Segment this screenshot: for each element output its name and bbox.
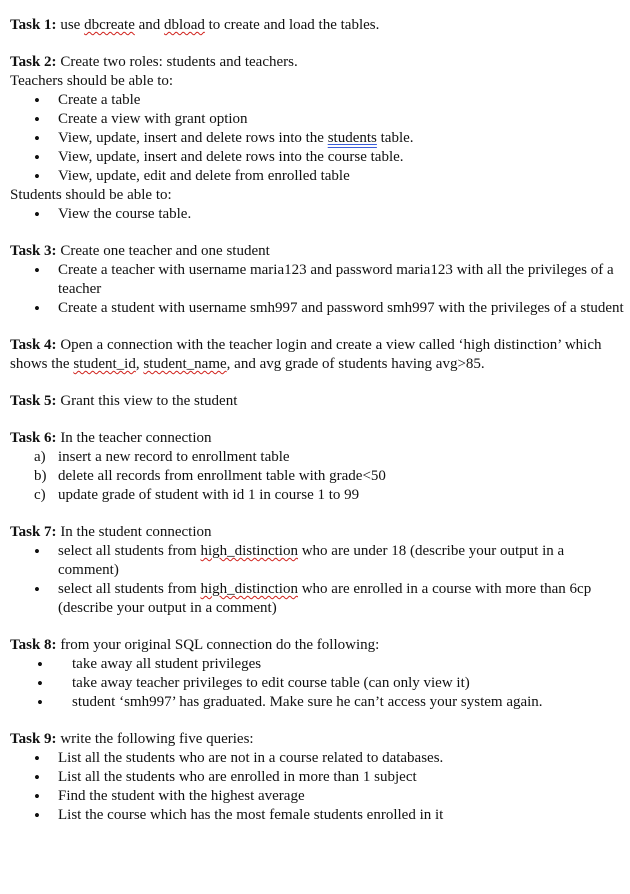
students-heading: Students should be able to: — [10, 187, 172, 203]
spellcheck-word: student_id — [73, 356, 136, 372]
spellcheck-word: high_distinction — [200, 543, 298, 559]
task-9-list — [10, 749, 624, 825]
teacher-privileges-list — [10, 91, 624, 186]
task-9 — [10, 730, 624, 825]
list-item: • select all students from high_distinction who are enrolled in a course with more than 6cp (describe your output in a comment) — [10, 580, 624, 618]
task-7-list — [10, 542, 624, 618]
spellcheck-word: dbload — [164, 17, 205, 33]
list-item: • Create a table — [10, 91, 624, 110]
list-marker: c) — [34, 487, 46, 503]
list-item: • List the course which has the most female students enrolled in it — [10, 806, 624, 825]
list-item: • List all the students who are not in a course related to databases. — [10, 749, 624, 768]
task-label: Task 3: — [10, 243, 57, 259]
list-item: • select all students from high_distinction who are under 18 (describe your output in a comment) — [10, 542, 624, 580]
list-item: • take away all student privileges — [10, 655, 624, 674]
list-item: • take away teacher privileges to edit course table (can only view it) — [10, 674, 624, 693]
list-item: • View, update, insert and delete rows into the students table. — [10, 129, 624, 148]
task-1-text: Task 1: use dbcreate and dbload to create and load the tables. — [10, 17, 380, 33]
task-label: Task 5: — [10, 393, 57, 409]
task-4 — [10, 336, 624, 374]
task-label: Task 6: — [10, 430, 57, 446]
list-item: • Create a teacher with username maria123 and password maria123 with all the privileges of a teacher — [10, 261, 624, 299]
list-item: • View, update, insert and delete rows into the course table. — [10, 148, 624, 167]
task-6-list — [10, 448, 624, 505]
task-8 — [10, 636, 624, 712]
task-5-text: Task 5: Grant this view to the student — [10, 393, 238, 409]
list-item: • List all the students who are enrolled in more than 1 subject — [10, 768, 624, 787]
task-label: Task 4: — [10, 337, 57, 353]
task-3 — [10, 242, 624, 318]
task-label: Task 2: — [10, 54, 57, 70]
task-5 — [10, 392, 624, 411]
task-label: Task 7: — [10, 524, 57, 540]
grammar-flag-word: students — [327, 130, 377, 146]
task-8-title: Task 8: from your original SQL connection do the following: — [10, 637, 380, 653]
list-item: • Create a student with username smh997 and password smh997 with the privileges of a student — [10, 299, 624, 318]
list-marker: b) — [34, 468, 47, 484]
task-8-list — [10, 655, 624, 712]
task-3-title: Task 3: Create one teacher and one student — [10, 243, 270, 259]
list-item: • Find the student with the highest average — [10, 787, 624, 806]
teachers-heading: Teachers should be able to: — [10, 73, 174, 89]
task-label: Task 8: — [10, 637, 57, 653]
task-2 — [10, 53, 624, 224]
task-6-title: Task 6: In the teacher connection — [10, 430, 212, 446]
task-label: Task 1: — [10, 17, 57, 33]
spellcheck-word: high_distinction — [200, 581, 298, 597]
list-item: • View, update, edit and delete from enrolled table — [10, 167, 624, 186]
task-2-title: Task 2: Create two roles: students and teachers. — [10, 54, 298, 70]
task-label: Task 9: — [10, 731, 57, 747]
spellcheck-word: dbcreate — [84, 17, 135, 33]
list-item: • Create a view with grant option — [10, 110, 624, 129]
task-6 — [10, 429, 624, 505]
spellcheck-word: student_name — [143, 356, 227, 372]
task-7-title: Task 7: In the student connection — [10, 524, 212, 540]
list-marker: a) — [34, 449, 46, 465]
list-item: c) update grade of student with id 1 in course 1 to 99 — [34, 487, 360, 503]
list-item: b) delete all records from enrollment table with grade<50 — [34, 468, 386, 484]
task-1 — [10, 16, 624, 35]
list-item: • student ‘smh997’ has graduated. Make sure he can’t access your system again. — [10, 693, 624, 712]
list-item: a) insert a new record to enrollment table — [34, 449, 290, 465]
task-7 — [10, 523, 624, 618]
task-3-list — [10, 261, 624, 318]
list-item: • View the course table. — [10, 205, 624, 224]
task-4-text: Task 4: Open a connection with the teacher login and create a view called ‘high distinction’ which shows the student_id, student_name, and avg grade of students having avg>85. — [10, 337, 602, 372]
task-9-title: Task 9: write the following five queries: — [10, 731, 254, 747]
student-privileges-list — [10, 205, 624, 224]
